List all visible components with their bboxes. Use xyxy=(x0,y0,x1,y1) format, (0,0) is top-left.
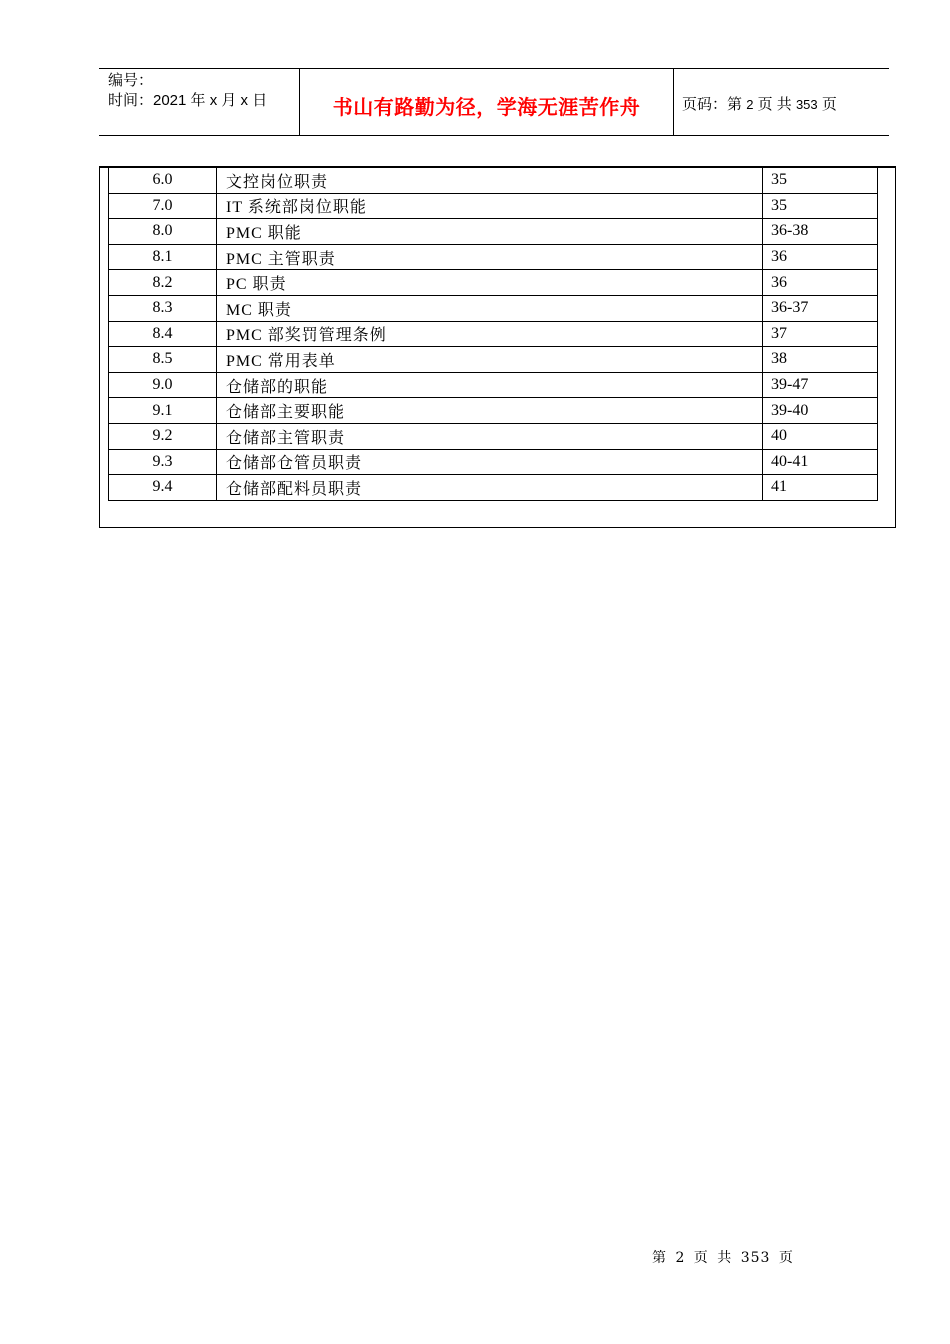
section-pages: 36 xyxy=(763,270,878,296)
section-title: IT 系统部岗位职能 xyxy=(217,193,763,219)
toc-body xyxy=(109,168,878,501)
table-row xyxy=(109,398,878,424)
section-title: PC 职责 xyxy=(217,270,763,296)
table-row xyxy=(109,295,878,321)
section-pages: 39-47 xyxy=(763,372,878,398)
table-row xyxy=(109,193,878,219)
section-title: MC 职责 xyxy=(217,295,763,321)
table-row xyxy=(109,219,878,245)
section-pages: 40 xyxy=(763,423,878,449)
table-row xyxy=(109,244,878,270)
page-header xyxy=(99,68,889,136)
section-pages: 36 xyxy=(763,244,878,270)
section-title: PMC 部奖罚管理条例 xyxy=(217,321,763,347)
page-current: 2 xyxy=(746,97,754,112)
section-pages: 36-37 xyxy=(763,295,878,321)
table-row xyxy=(109,475,878,501)
section-number: 9.2 xyxy=(109,423,217,449)
section-number: 9.0 xyxy=(109,372,217,398)
section-number: 8.1 xyxy=(109,244,217,270)
header-page-info xyxy=(682,93,837,114)
section-number: 9.3 xyxy=(109,449,217,475)
section-number: 8.0 xyxy=(109,219,217,245)
page-middle: 页 共 xyxy=(757,96,792,113)
page-footer: 第 2 页 共 353 页 xyxy=(652,1250,794,1266)
section-title: PMC 常用表单 xyxy=(217,347,763,373)
section-pages: 35 xyxy=(763,168,878,194)
section-number: 9.4 xyxy=(109,475,217,501)
section-title: PMC 职能 xyxy=(217,219,763,245)
section-pages: 41 xyxy=(763,475,878,501)
header-motto: 书山有路勤为径，学海无涯苦作舟 xyxy=(332,95,641,119)
section-title: 仓储部的职能 xyxy=(217,372,763,398)
section-pages: 35 xyxy=(763,193,878,219)
time-label: 时间：2021 年 x 月 x 日 xyxy=(108,92,268,109)
page-prefix: 页码：第 xyxy=(682,96,743,113)
section-number: 6.0 xyxy=(109,168,217,194)
toc-table xyxy=(108,167,878,501)
section-title: 仓储部仓管员职责 xyxy=(217,449,763,475)
section-pages: 38 xyxy=(763,347,878,373)
section-number: 7.0 xyxy=(109,193,217,219)
section-title: PMC 主管职责 xyxy=(217,244,763,270)
table-row xyxy=(109,321,878,347)
code-label: 编号： xyxy=(108,72,154,89)
section-title: 仓储部配料员职责 xyxy=(217,475,763,501)
section-pages: 40-41 xyxy=(763,449,878,475)
table-row xyxy=(109,423,878,449)
section-title: 仓储部主管职责 xyxy=(217,423,763,449)
section-pages: 36-38 xyxy=(763,219,878,245)
table-row xyxy=(109,372,878,398)
section-pages: 37 xyxy=(763,321,878,347)
table-row xyxy=(109,347,878,373)
section-number: 9.1 xyxy=(109,398,217,424)
section-pages: 39-40 xyxy=(763,398,878,424)
table-row xyxy=(109,270,878,296)
section-number: 8.4 xyxy=(109,321,217,347)
page-suffix: 页 xyxy=(821,96,837,113)
section-title: 仓储部主要职能 xyxy=(217,398,763,424)
section-number: 8.2 xyxy=(109,270,217,296)
page-total: 353 xyxy=(795,97,818,112)
table-row xyxy=(109,168,878,194)
section-number: 8.3 xyxy=(109,295,217,321)
header-divider xyxy=(673,69,674,136)
section-title: 文控岗位职责 xyxy=(217,168,763,194)
header-meta xyxy=(108,71,267,111)
table-row xyxy=(109,449,878,475)
section-number: 8.5 xyxy=(109,347,217,373)
